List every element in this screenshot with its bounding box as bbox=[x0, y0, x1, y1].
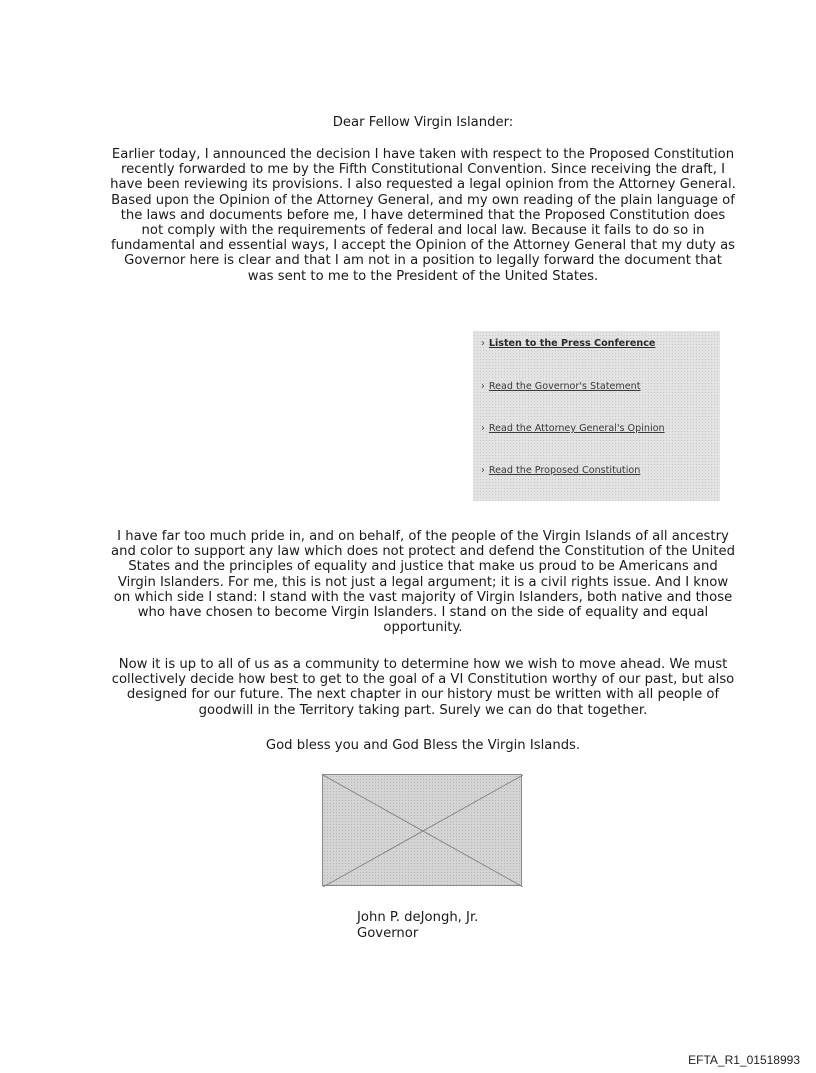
proposed-constitution-link[interactable]: Read the Proposed Constitution bbox=[488, 465, 641, 476]
link-item-proposed-constitution bbox=[481, 465, 640, 476]
closing-line: God bless you and God Bless the Virgin Islands. bbox=[265, 738, 581, 753]
paragraph-civil-rights: I have far too much pride in, and on behalf, of the people of the Virgin Islands of all ancestry and color to support any law which does not protect and defend the Constitution of the United States and the principles of equality and justice that make us proud to be Americans and Virgin Islanders. For me, this is not just a legal argument; it is a civil rights issue. And I know on which side I stand: I stand with the vast majority of Virgin Islanders, both native and those who have chosen to become Virgin Islanders. I stand on the side of equality and equal opportunity. bbox=[111, 529, 735, 636]
press-conference-link[interactable]: Listen to the Press Conference bbox=[488, 338, 656, 349]
chevron-right-icon: › bbox=[481, 465, 485, 476]
paragraph-decision: Earlier today, I announced the decision I have taken with respect to the Proposed Constitution recently forwarded to me by the Fifth Constitutional Convention. Since receiving the draft, I have been reviewing its provisions. I also requested a legal opinion from the Attorney General. Based upon the Opinion of the Attorney General, and my own reading of the plain language of the laws and documents before me, I have determined that the Proposed Constitution does not comply with the requirements of federal and local law. Because it fails to do so in fundamental and essential ways, I accept the Opinion of the Attorney General that my duty as Governor here is clear and that I am not in a position to legally forward the document that was sent to me to the President of the United States. bbox=[110, 147, 736, 284]
signer-title: Governor bbox=[357, 926, 419, 941]
paragraph-community: Now it is up to all of us as a community to determine how we wish to move ahead. We must collectively decide how best to get to the goal of a VI Constitution worthy of our past, but also designed for our future. The next chapter in our history must be written with all people of goodwill in the Territory taking part. Surely we can do that together. bbox=[111, 657, 735, 718]
link-item-ag-opinion bbox=[481, 423, 665, 434]
document-id: EFTA_R1_01518993 bbox=[688, 1053, 800, 1067]
signer-name: John P. deJongh, Jr. bbox=[357, 910, 479, 925]
signature-image-placeholder bbox=[322, 774, 522, 886]
chevron-right-icon: › bbox=[481, 381, 485, 392]
broken-image-icon bbox=[323, 775, 523, 887]
chevron-right-icon: › bbox=[481, 423, 485, 434]
attorney-general-opinion-link[interactable]: Read the Attorney General's Opinion bbox=[488, 423, 665, 434]
link-item-governors-statement bbox=[481, 381, 641, 392]
greeting: Dear Fellow Virgin Islander: bbox=[332, 115, 514, 130]
signature-block bbox=[357, 910, 478, 942]
chevron-right-icon: › bbox=[481, 338, 485, 349]
link-item-press-conference bbox=[481, 338, 655, 349]
related-links-panel bbox=[473, 331, 720, 501]
governors-statement-link[interactable]: Read the Governor's Statement bbox=[488, 381, 641, 392]
